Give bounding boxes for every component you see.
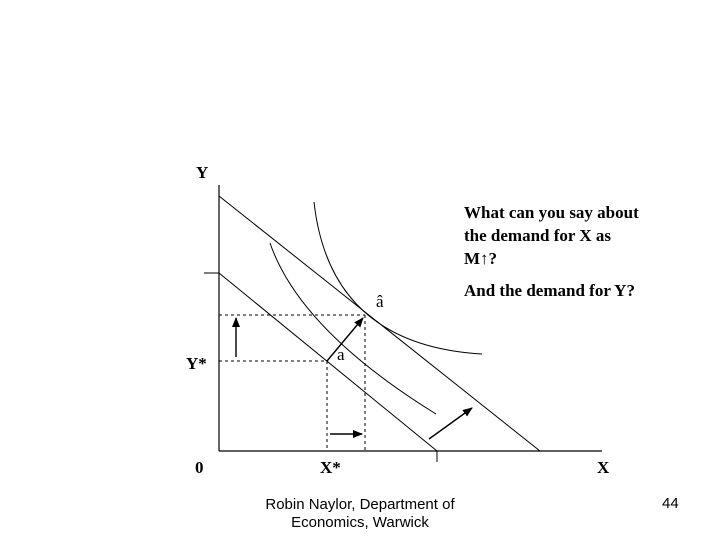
slide-number: 44 — [662, 495, 679, 512]
indifference-curve-high — [314, 202, 482, 354]
x-star-label: X* — [320, 458, 341, 477]
question-text — [464, 201, 639, 270]
indifference-curve-low — [270, 243, 436, 414]
question-line-1: What can you say about — [464, 203, 639, 222]
footer-credit — [255, 496, 465, 532]
original-budget-line — [219, 273, 437, 451]
footer-line-2: Economics, Warwick — [291, 514, 429, 531]
a-to-a-hat-arrow — [327, 318, 363, 361]
y-axis-label: Y — [196, 163, 209, 182]
budget-shift-arrow — [429, 408, 472, 439]
point-a-hat-label: â — [376, 292, 384, 311]
footer-line-1: Robin Naylor, Department of — [265, 496, 455, 513]
x-axis-label: X — [597, 458, 610, 477]
question-line-2: the demand for X as — [464, 226, 612, 245]
y-star-label: Y* — [186, 354, 207, 373]
question-line-4: And the demand for Y? — [464, 281, 635, 300]
origin-label: 0 — [195, 458, 204, 477]
point-a-label: a — [337, 345, 345, 364]
question-line-3: M↑? — [464, 249, 498, 268]
